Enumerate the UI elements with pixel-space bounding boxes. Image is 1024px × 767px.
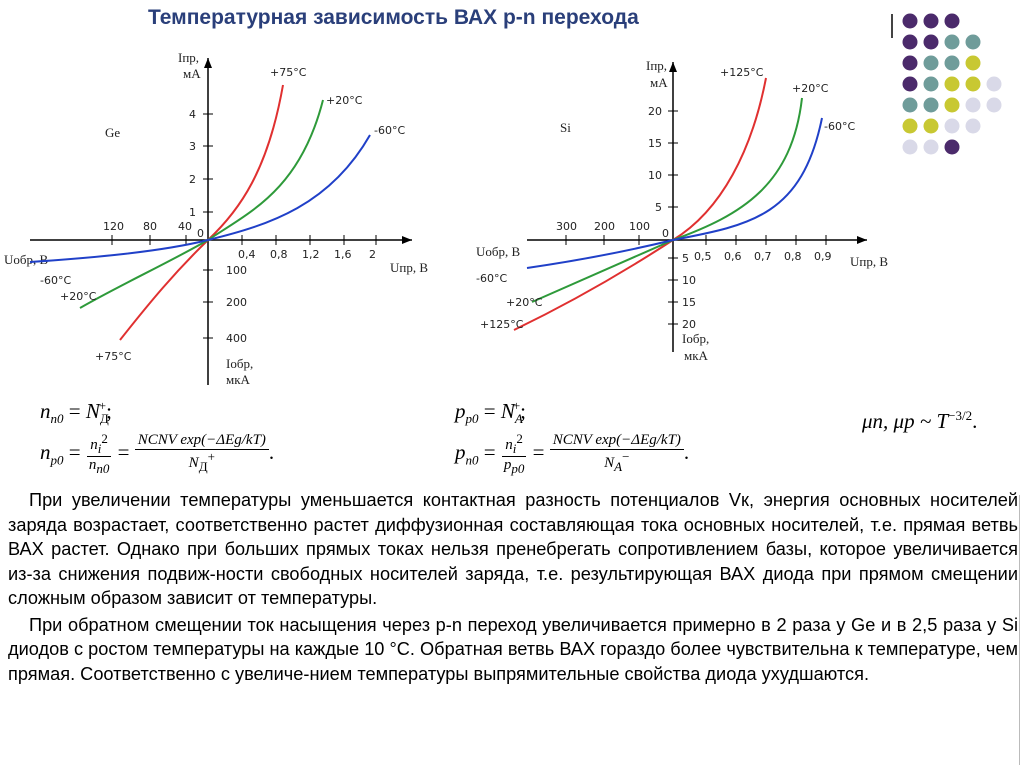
si-rev-voltage-label: Uобр, В xyxy=(476,244,521,259)
si-label-hot-fwd: +125°С xyxy=(720,66,764,79)
ge-current-axis-arrow xyxy=(204,58,212,68)
ge-rev-current-label: Iобр, xyxy=(226,356,254,371)
decor-dot xyxy=(966,35,981,50)
si-tick-label: 15 xyxy=(648,137,662,150)
decor-dot xyxy=(945,77,960,92)
si-fwd-current-unit: мА xyxy=(650,75,668,90)
si-tick-label: 20 xyxy=(682,318,696,331)
ge-tick-label: 1 xyxy=(189,206,196,219)
ge-rev-current-ticks xyxy=(203,264,247,345)
ge-label-hot-fwd: +75°С xyxy=(270,66,307,79)
decor-dot xyxy=(924,140,939,155)
si-material-label: Si xyxy=(560,120,571,135)
decor-dot xyxy=(924,35,939,50)
formula-mobility: μn, μp ~ $T^{-3/2}$. xyxy=(862,408,978,433)
body-text xyxy=(8,488,1018,688)
slide-title: Температурная зависимость ВАХ p-n перехода xyxy=(148,6,639,29)
formula-np0: $n_{p0}$ = $\frac{n_i^2}{n_{n0}}$ = $\frac{\text{NCNV exp(−ΔEg/kT)}}{N_Д^+}$ . xyxy=(40,431,275,476)
si-label-hot-rev: +125°С xyxy=(480,318,524,331)
ge-label-cold-rev: -60°С xyxy=(40,274,72,287)
decor-dot xyxy=(924,14,939,29)
si-tick-label: 20 xyxy=(648,105,662,118)
si-label-mid-rev: +20°С xyxy=(506,296,543,309)
ge-fwd-current-ticks xyxy=(189,108,213,219)
si-tick-label: 10 xyxy=(682,274,696,287)
decor-dot xyxy=(945,119,960,134)
decor-dot xyxy=(945,35,960,50)
si-fwd-current-label: Iпр, xyxy=(646,58,668,73)
decor-dot xyxy=(903,14,918,29)
si-tick-label: 5 xyxy=(655,201,662,214)
ge-rev-voltage-label: Uобр, В xyxy=(4,252,49,267)
si-fwd-voltage-label: Uпр, В xyxy=(850,254,889,269)
decor-dot xyxy=(966,119,981,134)
si-fwd-voltage-ticks xyxy=(694,235,832,263)
si-tick-label: 0,5 xyxy=(694,250,712,263)
paragraph-reverse-bias: При обратном смещении ток насыщения через p-n переход увеличивается примерно в 2 раза у Ge и в 2,5 раза у Si диодов с ростом температуры на каждые 10 °С. Обратная ветвь ВАХ гораздо более чувствительна к температуре, чем прямая. Соответственно с увеличе-нием температуры выпрямительные свойства диода ухудшаются. xyxy=(8,614,1018,684)
ge-tick-label: 2 xyxy=(369,248,376,261)
ge-tick-label: 0,4 xyxy=(238,248,256,261)
ge-label-mid-rev: +20°С xyxy=(60,290,97,303)
si-label-mid-fwd: +20°С xyxy=(792,82,829,95)
ge-material-label: Ge xyxy=(105,125,121,140)
si-tick-label: 200 xyxy=(594,220,615,233)
decor-dot xyxy=(924,77,939,92)
ge-fwd-current-label: Iпр, xyxy=(178,50,200,65)
si-rev-voltage-ticks xyxy=(556,220,650,245)
si-curve-hot xyxy=(514,78,766,330)
si-curve-cold xyxy=(527,118,822,268)
si-tick-label: 0,8 xyxy=(784,250,802,263)
ge-tick-label: 1,2 xyxy=(302,248,320,261)
si-label-cold-fwd: -60°С xyxy=(824,120,856,133)
ge-fwd-voltage-label: Uпр, В xyxy=(390,260,429,275)
ge-tick-label: 1,6 xyxy=(334,248,352,261)
si-current-axis-arrow xyxy=(669,62,677,72)
ge-tick-label: 120 xyxy=(103,220,124,233)
si-voltage-axis-arrow xyxy=(857,236,867,244)
si-origin-label: 0 xyxy=(662,227,669,240)
ge-tick-label: 200 xyxy=(226,296,247,309)
ge-fwd-current-unit: мА xyxy=(183,66,201,81)
ge-tick-label: 400 xyxy=(226,332,247,345)
decor-dot xyxy=(987,98,1002,113)
decorative-dot-grid xyxy=(900,0,1024,175)
si-tick-label: 10 xyxy=(648,169,662,182)
formula-pp0: $p_{p0} = N_A^+$; xyxy=(455,398,526,427)
decor-dot xyxy=(966,98,981,113)
ge-iv-chart xyxy=(0,40,450,395)
ge-label-cold-fwd: -60°С xyxy=(374,124,406,137)
paragraph-forward-bias: При увеличении температуры уменьшается контактная разность потенциалов Vк, энергия основных носителей заряда возрастает, соответственно растет диффузионная составляющая тока основных носителей, т.е. прямая ветвь ВАХ растет. Однако при больших прямых токах нельзя пренебрегать сопротивлением базы, которое увеличивается из-за снижения подвиж-ности свободных носителей заряда, т.е. результирующая ВАХ диода при прямом смещении сложным образом зависит от температуры. xyxy=(8,490,1018,608)
ge-rev-voltage-ticks xyxy=(103,220,192,245)
ge-tick-label: 2 xyxy=(189,173,196,186)
si-iv-chart xyxy=(462,40,912,395)
decor-dot xyxy=(945,56,960,71)
si-tick-label: 15 xyxy=(682,296,696,309)
ge-label-mid-fwd: +20°С xyxy=(326,94,363,107)
formula-nn0: $n_{n0} = N_Д^+$; xyxy=(40,398,112,427)
ge-curve-cold xyxy=(30,135,370,262)
si-rev-current-ticks xyxy=(668,252,696,331)
ge-curve-hot xyxy=(120,85,283,340)
right-rule xyxy=(1019,495,1020,765)
decor-dot xyxy=(987,77,1002,92)
decor-dot xyxy=(924,56,939,71)
ge-tick-label: 80 xyxy=(143,220,157,233)
si-tick-label: 5 xyxy=(682,252,689,265)
decor-dot xyxy=(966,56,981,71)
si-label-cold-rev: -60°С xyxy=(476,272,508,285)
si-tick-label: 100 xyxy=(629,220,650,233)
si-rev-current-unit: мкА xyxy=(684,348,708,363)
ge-rev-current-unit: мкА xyxy=(226,372,250,387)
decor-dot xyxy=(945,98,960,113)
ge-tick-label: 40 xyxy=(178,220,192,233)
ge-fwd-voltage-ticks xyxy=(238,235,376,261)
formula-pn0: $p_{n0}$ = $\frac{n_i^2}{p_{p0}}$ = $\frac{\text{NCNV exp(−ΔEg/kT)}}{N_A^-}$ . xyxy=(455,431,690,476)
ge-origin-label: 0 xyxy=(197,227,204,240)
decor-dot xyxy=(945,14,960,29)
decor-dot xyxy=(924,98,939,113)
decor-dot xyxy=(924,119,939,134)
si-curve-mid xyxy=(532,98,802,302)
si-tick-label: 0,6 xyxy=(724,250,742,263)
title-divider xyxy=(891,14,893,38)
ge-tick-label: 3 xyxy=(189,140,196,153)
ge-tick-label: 100 xyxy=(226,264,247,277)
si-tick-label: 0,9 xyxy=(814,250,832,263)
decor-dot xyxy=(945,140,960,155)
ge-tick-label: 0,8 xyxy=(270,248,288,261)
ge-voltage-axis-arrow xyxy=(402,236,412,244)
ge-label-hot-rev: +75°С xyxy=(95,350,132,363)
si-tick-label: 0,7 xyxy=(754,250,772,263)
si-tick-label: 300 xyxy=(556,220,577,233)
si-rev-current-label: Iобр, xyxy=(682,331,710,346)
decor-dot xyxy=(966,77,981,92)
ge-tick-label: 4 xyxy=(189,108,196,121)
